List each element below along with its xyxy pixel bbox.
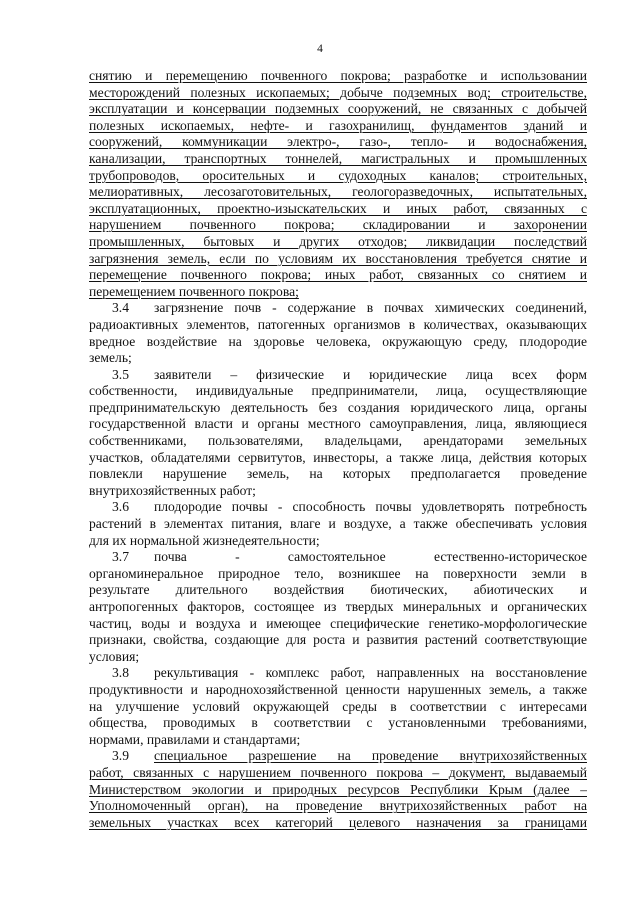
- text-line: антропогенных факторов, состоящее из твердых минеральных и органических: [89, 599, 587, 614]
- text-line: промышленных, бытовых и других отходов; ликвидации последствий: [89, 233, 587, 249]
- item-number: 3.8: [112, 665, 129, 681]
- text-line: трубопроводов, оросительных и судоходных каналов; строительных,: [89, 167, 587, 183]
- continuation-paragraph: [89, 68, 587, 300]
- text-line: вредное воздействие на здоровье человека, окружающую среду, плодородие: [89, 333, 587, 349]
- text-line: снятию и перемещению почвенного покрова; разработке и использовании: [89, 68, 587, 83]
- text-line: сооружений, коммуникации электро-, газо-, тепло- и водоснабжения,: [89, 134, 587, 150]
- text-line: эксплуатации и консервации подземных сооружений, не связанных с добычей: [89, 101, 587, 117]
- text-line: повлекли нарушение земель, на которых предполагается проведение: [89, 466, 587, 482]
- text-line: радиоактивных элементов, патогенных организмов в количествах, оказывающих: [89, 316, 587, 332]
- text-line: Уполномоченный орган), на проведение внутрихозяйственных работ на: [89, 798, 587, 814]
- item-number: 3.9: [112, 748, 129, 764]
- item-number: 3.6: [112, 499, 129, 515]
- text-line: загрязнение почв - содержание в почвах химических соединений,: [154, 300, 587, 316]
- text-line: перемещение почвенного покрова; иных работ, связанных со снятием и: [89, 267, 587, 283]
- text-line: работ, связанных с нарушением почвенного покрова – документ, выдаваемый: [89, 764, 587, 780]
- text-line: частиц, воды и воздуха и имеющее специфические генетико-морфологические: [89, 615, 587, 631]
- text-line: эксплуатационных, проектно-изыскательских и иных работ, связанных с: [89, 200, 587, 216]
- text-line: нормами, правилами и стандартами;: [89, 731, 301, 747]
- text-line: внутрихозяйственных работ;: [89, 482, 256, 498]
- text-line: собственниками, пользователями, владельцами, арендаторами земельных: [89, 433, 587, 449]
- text-line: загрязнения земель, если по условиям их восстановления требуется снятие и: [89, 250, 587, 266]
- text-line: земель;: [89, 350, 132, 366]
- text-line: нарушением почвенного покрова; складировании и захоронении: [89, 217, 587, 233]
- text-line: мелиоративных, лесозаготовительных, геологоразведочных, испытательных,: [89, 184, 587, 200]
- text-line: специальное разрешение на проведение внутрихозяйственных: [154, 748, 587, 764]
- text-line: заявители – физические и юридические лица всех форм: [154, 366, 587, 382]
- text-line: государственной власти и органы местного самоуправления, лица, являющиеся: [89, 416, 587, 432]
- text-line: продуктивности и народнохозяйственной ценности нарушенных земель, а также: [89, 681, 587, 697]
- body-text: [89, 68, 587, 831]
- item-first-line: [89, 367, 587, 384]
- text-line: для их нормальной жизнедеятельности;: [89, 532, 320, 548]
- text-line: условия;: [89, 648, 140, 664]
- page-number: 4: [317, 43, 323, 55]
- text-line: земельных участках всех категорий целевого назначения за границами: [89, 814, 587, 830]
- text-line: растений в элементах питания, влаге и воздухе, а также обеспечивать условия: [89, 516, 587, 532]
- item-number: 3.7: [112, 549, 129, 565]
- item-first-line: [89, 300, 587, 317]
- text-line: предпринимательскую деятельность без создания юридического лица, органы: [89, 399, 587, 415]
- definition-item-3-7: [89, 549, 587, 665]
- text-line: органоминеральное природное тело, возникшее на поверхности земли в: [89, 565, 587, 581]
- definition-item-3-9: [89, 748, 587, 831]
- text-line: перемещением почвенного покрова;: [89, 283, 299, 299]
- text-line: Министерством экологии и природных ресурсов Республики Крым (далее –: [89, 781, 587, 797]
- text-line: канализации, транспортных тоннелей, магистральных и промышленных: [89, 150, 587, 166]
- definition-item-3-6: [89, 499, 587, 549]
- definition-item-3-5: [89, 367, 587, 500]
- item-first-line: [89, 549, 587, 566]
- item-first-line: [89, 499, 587, 516]
- text-line: участков, обладателями сервитутов, инвесторы, а также лица, действия которых: [89, 449, 587, 465]
- text-line: общества, проводимых в соответствии с установленными требованиями,: [89, 715, 587, 731]
- definition-item-3-8: [89, 665, 587, 748]
- text-line: результате длительного воздействия биотических, абиотических и: [89, 582, 587, 598]
- item-first-line: [89, 748, 587, 765]
- text-line: месторождений полезных ископаемых; добыче подземных вод; строительстве,: [89, 84, 587, 100]
- text-line: полезных ископаемых, нефте- и газохранилищ, фундаментов зданий и: [89, 117, 587, 133]
- text-line: почва - самостоятельное естественно-историческое: [154, 549, 587, 565]
- text-line: рекультивация - комплекс работ, направленных на восстановление: [154, 665, 587, 681]
- item-first-line: [89, 665, 587, 682]
- text-line: плодородие почвы - способность почвы удовлетворять потребность: [154, 499, 587, 515]
- item-number: 3.4: [112, 300, 129, 316]
- definition-item-3-4: [89, 300, 587, 366]
- text-line: на улучшение условий окружающей среды в соответствии с интересами: [89, 698, 587, 714]
- text-line: признаки, свойства, создающие для роста и развития растений соответствующие: [89, 632, 587, 648]
- text-line: собственности, индивидуальные предприниматели, лица, осуществляющие: [89, 383, 587, 399]
- item-number: 3.5: [112, 366, 129, 382]
